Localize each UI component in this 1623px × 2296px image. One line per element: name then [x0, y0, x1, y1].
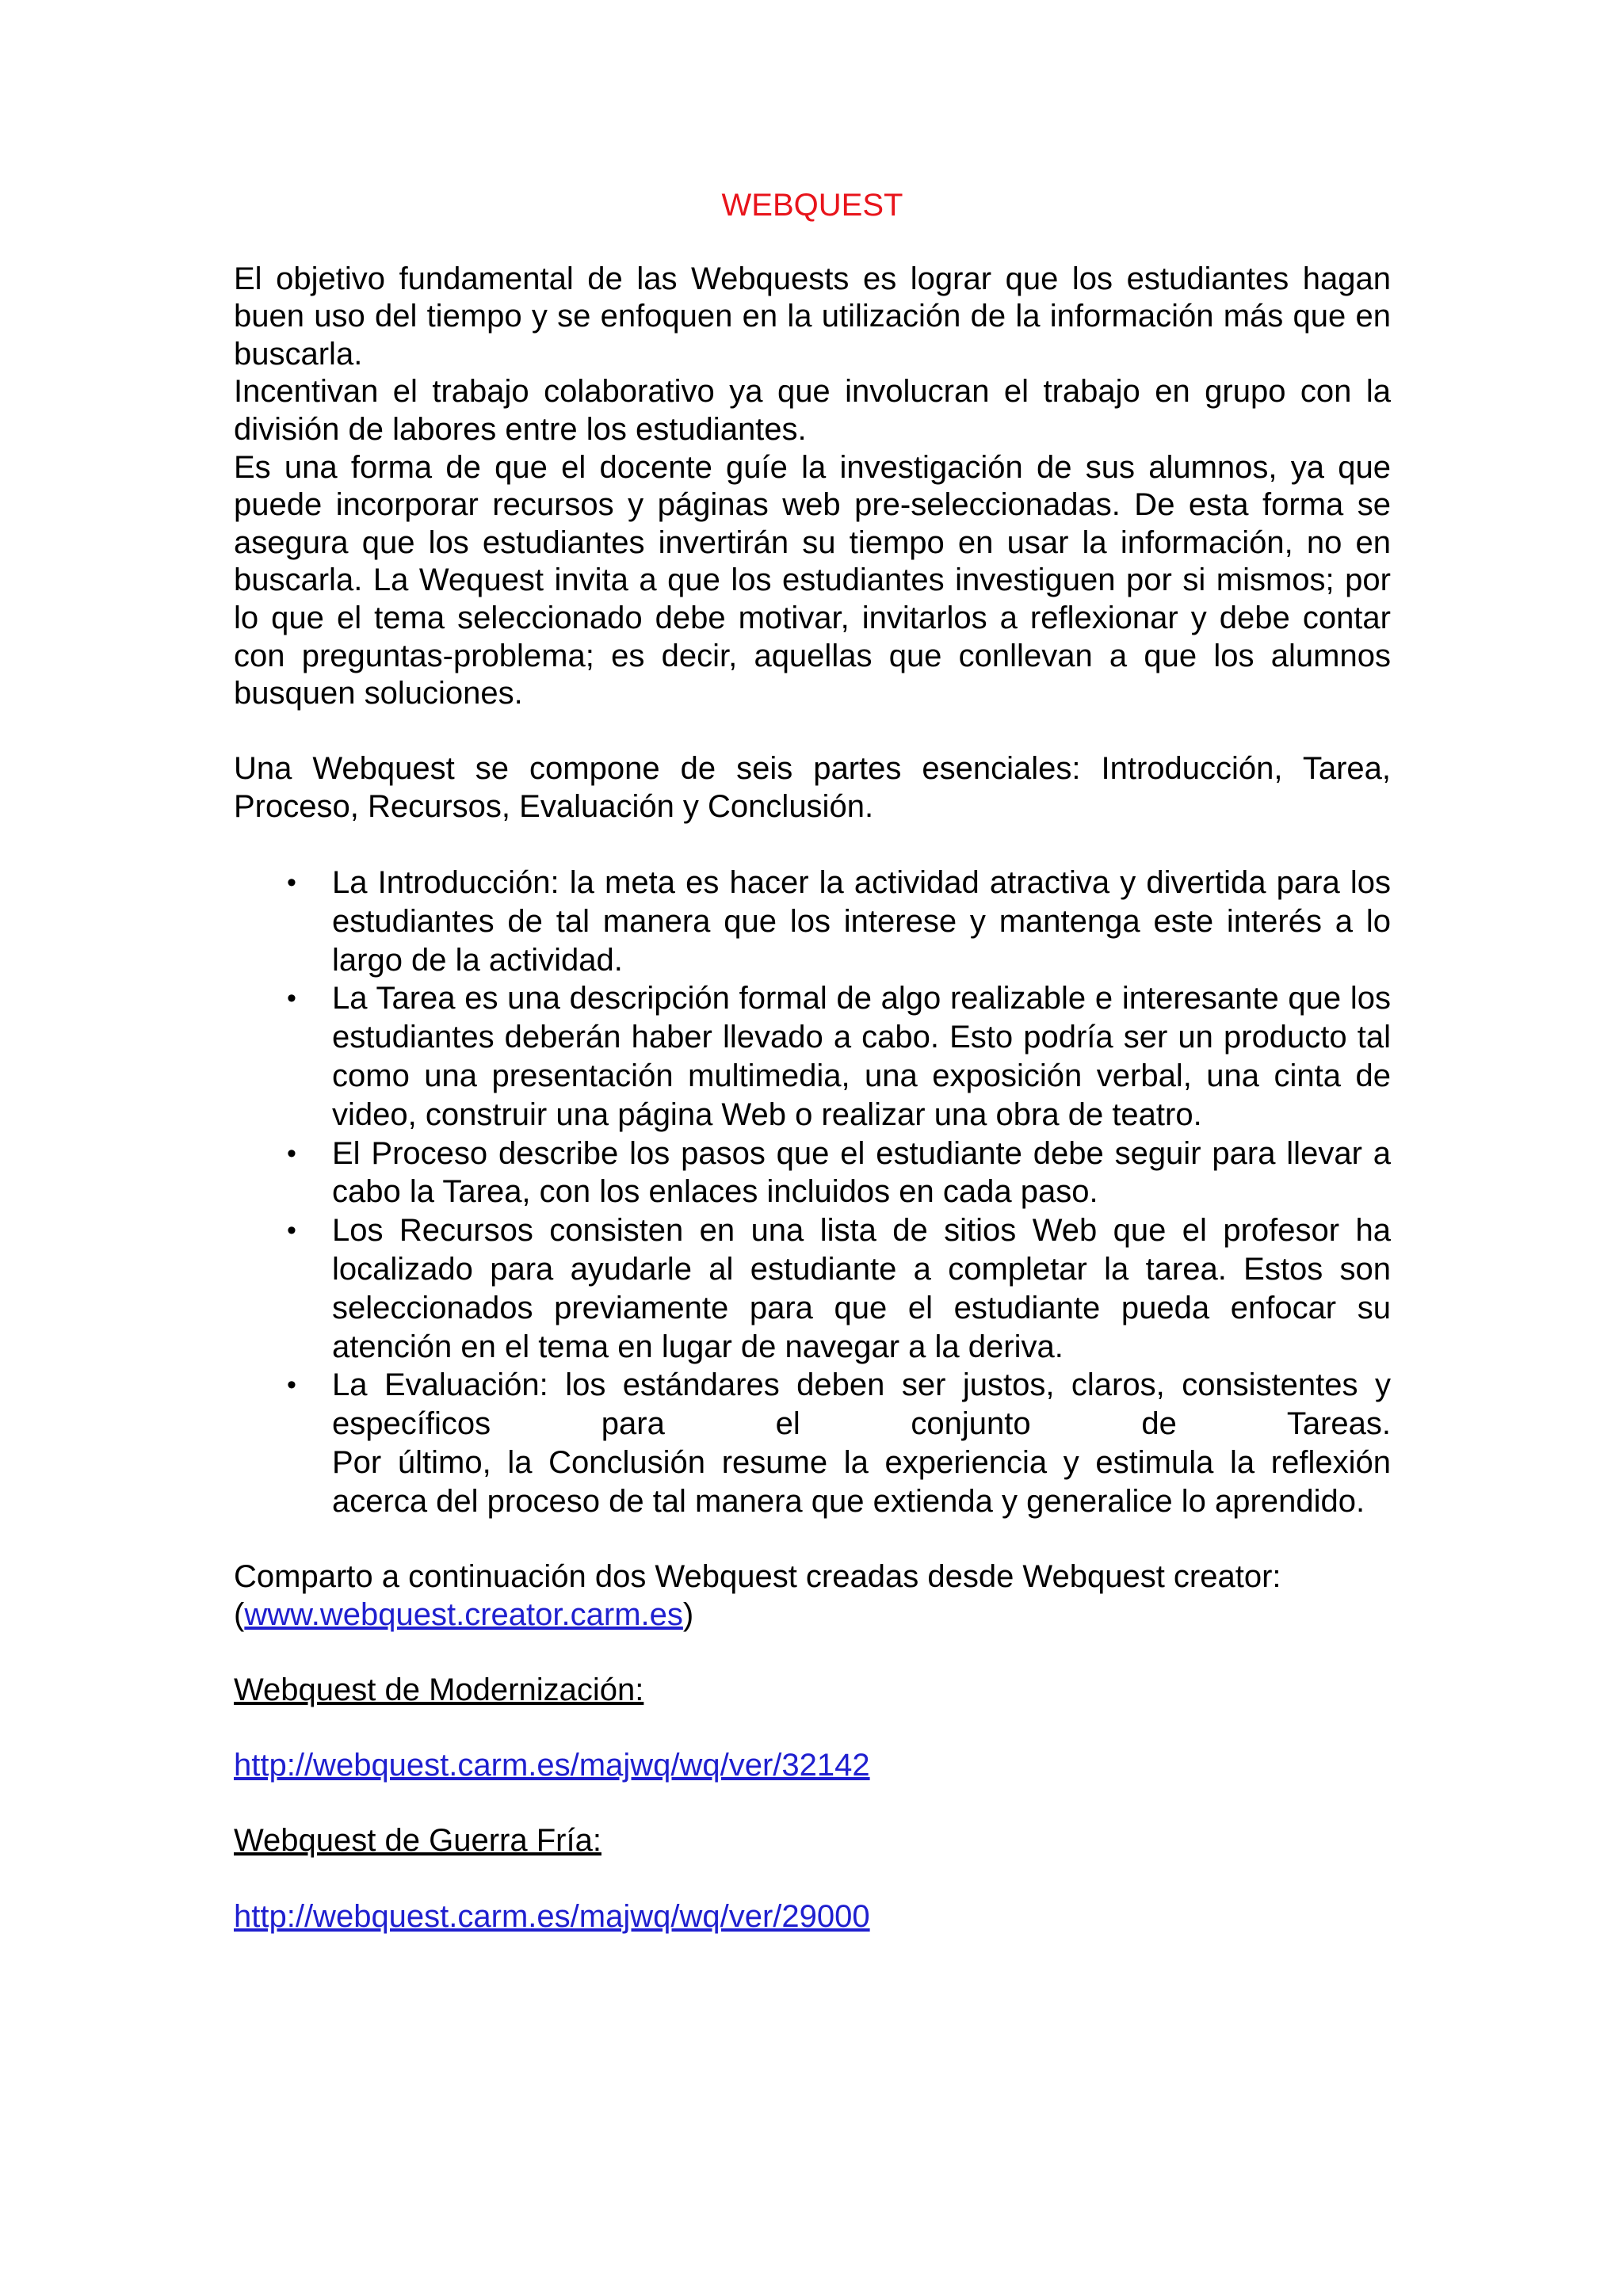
parts-paragraph: Una Webquest se compone de seis partes esenciales: Introducción, Tarea, Proceso, Recursos, Evaluación y Conclusión. — [234, 751, 1391, 824]
list-item — [234, 979, 1391, 1134]
share-link-close: ) — [682, 1596, 694, 1632]
list-item — [234, 1135, 1391, 1212]
evaluation-text: La Evaluación: los estándares deben ser justos, claros, consistentes y específicos para el conjunto de Tareas. — [332, 1367, 1391, 1442]
webquest-1-link[interactable]: http://webquest.carm.es/majwq/wq/ver/32142 — [234, 1748, 870, 1783]
spacer — [234, 1860, 1391, 1898]
webquest-2-url-line — [234, 1898, 1391, 1936]
spacer — [234, 713, 1391, 751]
spacer — [234, 1634, 1391, 1672]
list-item-text: La Tarea es una descripción formal de algo realizable e interesante que los estudiantes deberán haber llevado a cabo. Esto podría ser un producto tal como una presentación multimedia, una exposición verbal, una cinta de video, construir una página Web o realizar una obra de teatro. — [332, 981, 1391, 1132]
bullet-icon: • — [287, 983, 296, 1014]
list-item-text: El Proceso describe los pasos que el estudiante debe seguir para llevar a cabo la Tarea, con los enlaces incluidos en cada paso. — [332, 1135, 1391, 1210]
webquest-2-link[interactable]: http://webquest.carm.es/majwq/wq/ver/29000 — [234, 1898, 870, 1934]
spacer — [234, 826, 1391, 864]
page-title: WEBQUEST — [721, 188, 903, 223]
intro-paragraph-3: Es una forma de que el docente guíe la investigación de sus alumnos, ya que puede incorporar recursos y páginas web pre-seleccionadas. De esta forma se asegura que los estudiantes invertirán su tiempo en usar la información, no en buscarla. La Wequest invita a que los estudiantes investiguen por si mismos; por lo que el tema seleccionado debe motivar, invitarlos a reflexionar y debe contar con preguntas-problema; es decir, aquellas que conllevan a que los alumnos busquen soluciones. — [234, 449, 1391, 711]
conclusion-text: Por último, la Conclusión resume la experiencia y estimula la reflexión acerca del proceso de tal manera que extienda y generalice lo aprendido. — [332, 1445, 1391, 1519]
intro-paragraph-1: El objetivo fundamental de las Webquests es lograr que los estudiantes hagan buen uso del tiempo y se enfoquen en la utilización de la información más que en buscarla. — [234, 261, 1391, 372]
list-item-text: Los Recursos consisten en una lista de sitios Web que el profesor ha localizado para ayudarle al estudiante a completar la tarea. Estos son seleccionados previamente para que el estudiante pueda enfocar su atención en el tema en lugar de navegar a la deriva. — [332, 1213, 1391, 1364]
bullet-icon: • — [287, 1138, 296, 1169]
list-item-text: La Introducción: la meta es hacer la actividad atractiva y divertida para los estudiantes de tal manera que los interese y mantenga este interés a lo largo de la actividad. — [332, 865, 1391, 978]
intro-paragraph-2: Incentivan el trabajo colaborativo ya que involucran el trabajo en grupo con la división de labores entre los estudiantes. — [234, 374, 1391, 447]
creator-link[interactable]: www.webquest.creator.carm.es — [244, 1596, 683, 1632]
webquest-1-label: Webquest de Modernización: — [234, 1672, 644, 1708]
bullet-icon: • — [287, 1370, 296, 1401]
spacer — [234, 1710, 1391, 1748]
bullet-icon: • — [287, 1215, 296, 1246]
share-text: Comparto a continuación dos Webquest creadas desde Webquest creator: — [234, 1559, 1281, 1595]
parts-list — [234, 864, 1391, 1521]
share-line — [234, 1558, 1391, 1634]
spacer — [234, 1785, 1391, 1823]
list-item — [234, 1366, 1391, 1520]
spacer — [234, 1521, 1391, 1559]
bullet-icon: • — [287, 868, 296, 898]
list-item — [234, 864, 1391, 979]
webquest-2-label: Webquest de Guerra Fría: — [234, 1823, 601, 1859]
list-item — [234, 1211, 1391, 1366]
webquest-1-url-line — [234, 1747, 1391, 1785]
document-page — [234, 187, 1391, 1936]
share-link-open: ( — [234, 1596, 245, 1632]
